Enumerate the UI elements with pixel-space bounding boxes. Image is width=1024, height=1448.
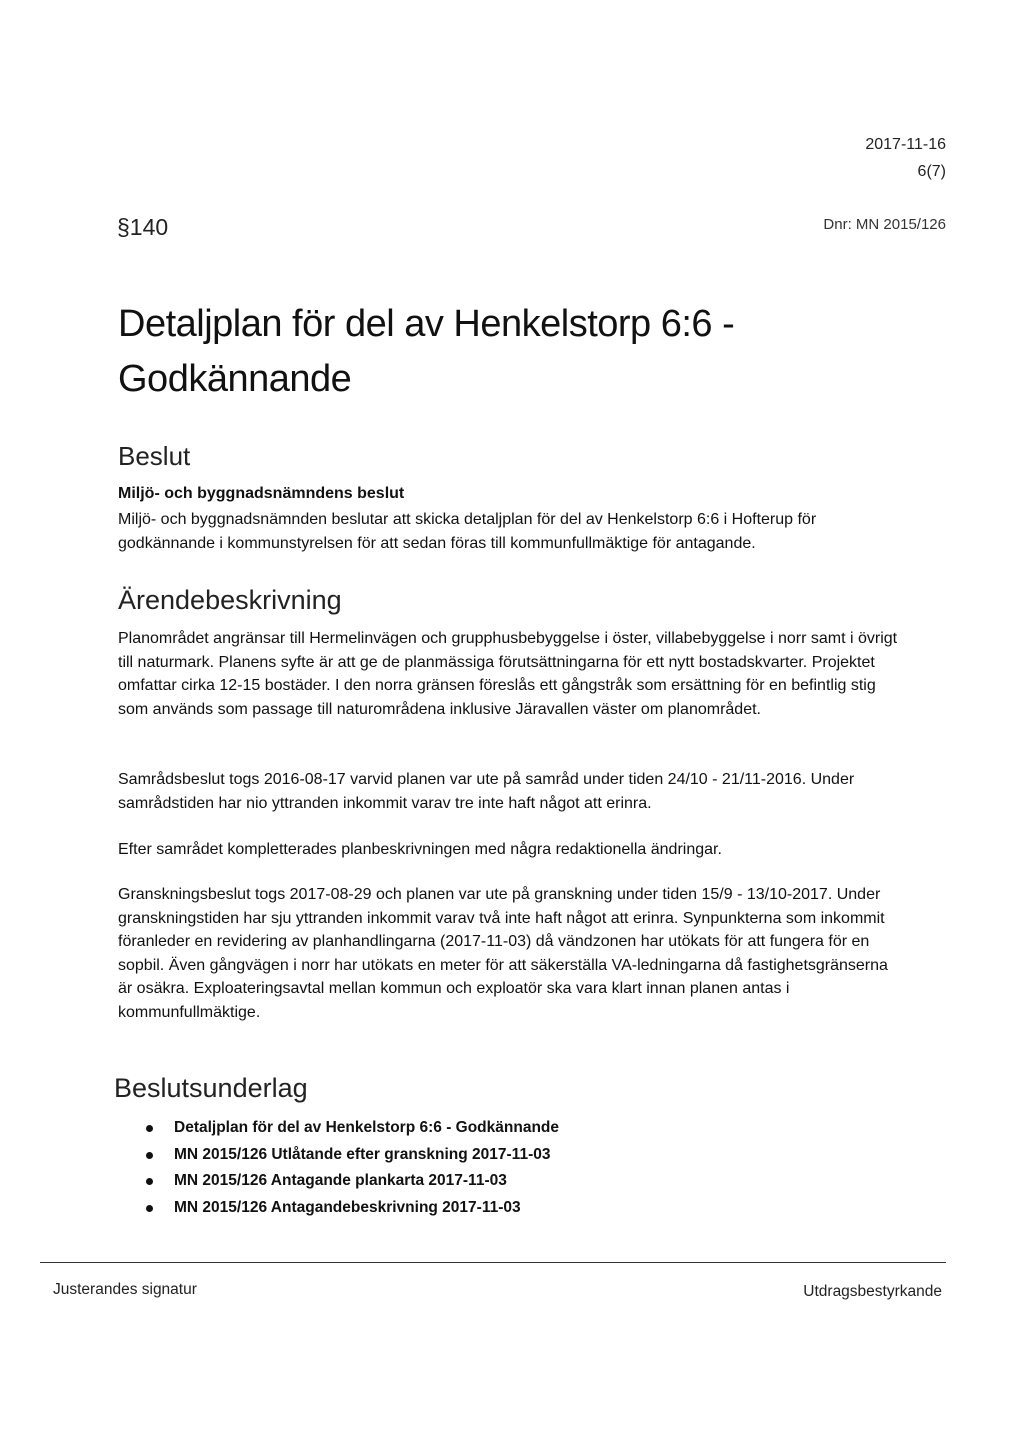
case-paragraph: Samrådsbeslut togs 2016-08-17 varvid planen var ute på samråd under tiden 24/10 - 21/11-2016. Under samrådstiden har nio yttranden inkommit varav tre inte haft något att erinra.	[118, 771, 855, 812]
case-paragraph: Efter samrådet kompletterades planbeskrivningen med några redaktionella ändringar.	[118, 841, 722, 858]
list-item	[118, 1142, 559, 1169]
list-item-label: MN 2015/126 Antagande plankarta 2017-11-03	[174, 1172, 507, 1189]
diary-number: Dnr: MN 2015/126	[823, 216, 946, 233]
list-item	[118, 1195, 559, 1222]
list-item-label: Detaljplan för del av Henkelstorp 6:6 - Godkännande	[174, 1119, 560, 1136]
bullet-icon	[146, 1205, 153, 1212]
adjuster-signature-label: Justerandes signatur	[53, 1281, 197, 1298]
basis-list	[118, 1115, 559, 1221]
section-heading-beslut: Beslut	[118, 441, 191, 471]
list-item	[118, 1115, 559, 1142]
list-item	[118, 1168, 559, 1195]
extract-certification-label: Utdragsbestyrkande	[803, 1283, 942, 1300]
list-item-label: MN 2015/126 Utlåtande efter granskning 2017-11-03	[174, 1145, 551, 1163]
decision-text: Miljö- och byggnadsnämnden beslutar att skicka detaljplan för del av Henkelstorp 6:6 i Hofterup för godkännande i kommunstyrelsen för att sedan föras till kommunfullmäktige för antagande.	[118, 511, 817, 552]
bullet-icon	[146, 1152, 153, 1159]
bullet-icon	[146, 1178, 153, 1185]
section-heading-beslutsunderlag: Beslutsunderlag	[114, 1073, 308, 1103]
signature-divider	[40, 1262, 946, 1263]
paragraph-number: §140	[117, 214, 169, 240]
case-paragraph: Planområdet angränsar till Hermelinvägen och grupphusbebyggelse i öster, villabebyggelse i norr samt i övrigt till naturmark. Planens syfte är att ge de planmässiga förutsättningarna för ett nytt bostadskvarter. Projektet omfattar cirka 12-15 bostäder. I den norra gränsen föreslås ett gångstråk som ersättning för en befintlig stig som används som passage till naturområdena inklusive Järavallen väster om planområdet.	[118, 630, 898, 718]
list-item-label: MN 2015/126 Antagandebeskrivning 2017-11-03	[174, 1198, 521, 1216]
section-heading-arendebeskrivning: Ärendebeskrivning	[118, 585, 342, 615]
bullet-icon	[146, 1125, 153, 1132]
page-number: 6(7)	[917, 163, 946, 180]
case-paragraph: Granskningsbeslut togs 2017-08-29 och planen var ute på granskning under tiden 15/9 - 13/10-2017. Under granskningstiden har sju yttranden inkommit varav två inte haft något att erinra. Synpunkterna som inkommit föranleder en revidering av planhandlingarna (2017-11-03) då vändzonen har utökats för att fungera för en sopbil. Även gångvägen i norr har utökats en meter för att säkerställa VA-ledningarna då fastighetsgränserna är osäkra. Exploateringsavtal mellan kommun och exploatör ska vara klart innan planen antas i kommunfullmäktige.	[118, 886, 888, 1021]
page-title: Detaljplan för del av Henkelstorp 6:6 - Godkännande	[118, 303, 735, 400]
decision-subheading: Miljö- och byggnadsnämndens beslut	[118, 485, 405, 502]
document-date: 2017-11-16	[865, 136, 946, 153]
